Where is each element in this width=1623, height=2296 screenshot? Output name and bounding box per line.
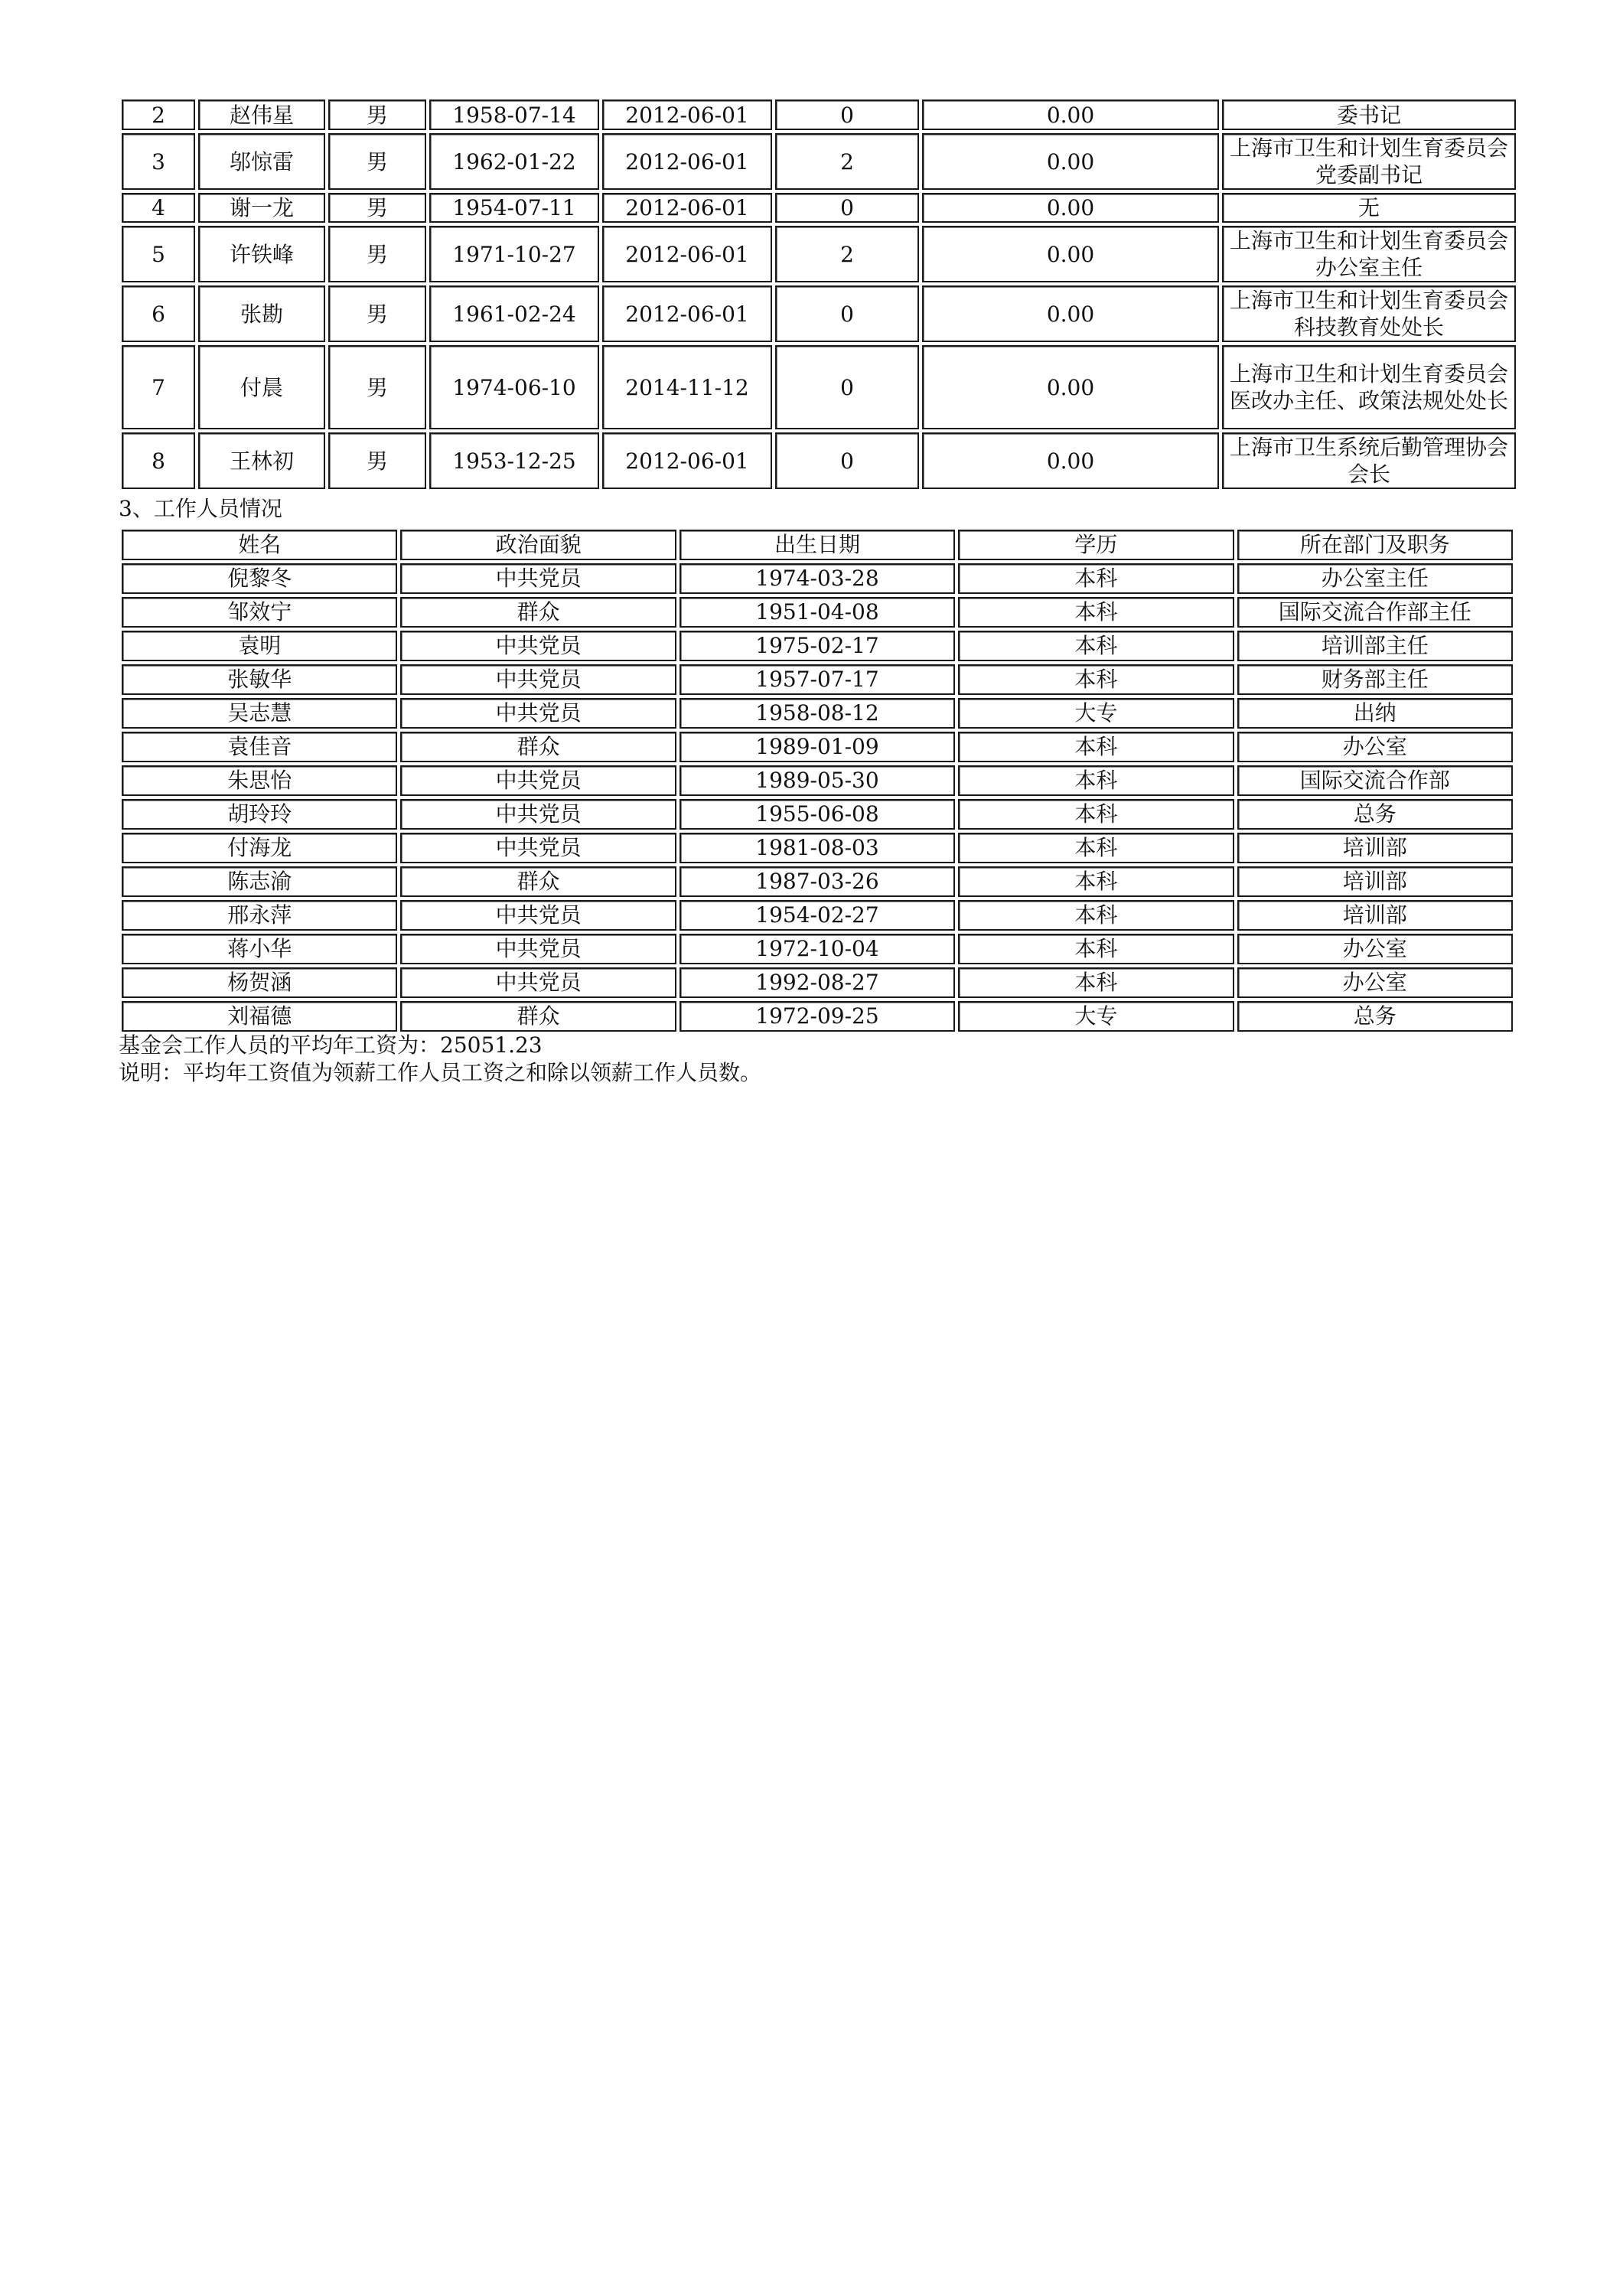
member-amount: 0.00: [922, 226, 1219, 282]
table-row: [122, 193, 1516, 223]
staff-politics: 群众: [400, 866, 676, 897]
staff-department: 办公室主任: [1237, 563, 1513, 594]
staff-department: 培训部: [1237, 866, 1513, 897]
staff-name: 邢永萍: [122, 900, 397, 931]
member-count: 0: [775, 432, 919, 489]
table-row: [122, 799, 1513, 830]
table-row: [122, 597, 1513, 628]
staff-politics: 中共党员: [400, 833, 676, 863]
staff-name: 袁明: [122, 631, 397, 661]
table-row: [122, 345, 1516, 429]
staff-birth-date: 1989-05-30: [680, 765, 955, 796]
member-name: 赵伟星: [198, 99, 325, 130]
row-number: 8: [122, 432, 195, 489]
member-position: 无: [1222, 193, 1516, 223]
member-gender: 男: [328, 432, 426, 489]
member-gender: 男: [328, 285, 426, 342]
staff-name: 付海龙: [122, 833, 397, 863]
staff-department: 总务: [1237, 1001, 1513, 1032]
staff-birth-date: 1972-10-04: [680, 934, 955, 964]
staff-politics: 群众: [400, 732, 676, 762]
member-amount: 0.00: [922, 133, 1219, 190]
staff-politics: 中共党员: [400, 799, 676, 830]
staff-department: 培训部: [1237, 900, 1513, 931]
member-count: 0: [775, 193, 919, 223]
staff-politics: 中共党员: [400, 900, 676, 931]
staff-department: 国际交流合作部主任: [1237, 597, 1513, 628]
member-gender: 男: [328, 226, 426, 282]
table-row: [122, 99, 1516, 130]
member-name: 邬惊雷: [198, 133, 325, 190]
staff-education: 本科: [958, 900, 1234, 931]
staff-politics: 中共党员: [400, 934, 676, 964]
staff-education: 本科: [958, 732, 1234, 762]
member-start-date: 2012-06-01: [602, 133, 772, 190]
member-gender: 男: [328, 193, 426, 223]
staff-birth-date: 1981-08-03: [680, 833, 955, 863]
header-birth-date: 出生日期: [680, 530, 955, 560]
member-name: 许铁峰: [198, 226, 325, 282]
table-row: [122, 967, 1513, 998]
row-number: 3: [122, 133, 195, 190]
staff-name: 袁佳音: [122, 732, 397, 762]
member-name: 谢一龙: [198, 193, 325, 223]
member-birth-date: 1961-02-24: [429, 285, 599, 342]
staff-education: 本科: [958, 967, 1234, 998]
staff-birth-date: 1987-03-26: [680, 866, 955, 897]
table-row: [122, 833, 1513, 863]
member-amount: 0.00: [922, 285, 1219, 342]
staff-politics: 群众: [400, 597, 676, 628]
member-count: 0: [775, 345, 919, 429]
member-start-date: 2012-06-01: [602, 226, 772, 282]
row-number: 4: [122, 193, 195, 223]
staff-name: 胡玲玲: [122, 799, 397, 830]
staff-politics: 中共党员: [400, 765, 676, 796]
staff-politics: 中共党员: [400, 698, 676, 729]
staff-education: 本科: [958, 934, 1234, 964]
table-row: [122, 698, 1513, 729]
staff-education: 本科: [958, 631, 1234, 661]
staff-education: 大专: [958, 698, 1234, 729]
board-members-table: [119, 96, 1519, 492]
section-title: 3、工作人员情况: [119, 496, 282, 521]
header-education: 学历: [958, 530, 1234, 560]
staff-birth-date: 1972-09-25: [680, 1001, 955, 1032]
staff-department: 国际交流合作部: [1237, 765, 1513, 796]
staff-birth-date: 1992-08-27: [680, 967, 955, 998]
table-row: [122, 563, 1513, 594]
table-row: [122, 765, 1513, 796]
staff-name: 刘福德: [122, 1001, 397, 1032]
member-name: 王林初: [198, 432, 325, 489]
member-amount: 0.00: [922, 432, 1219, 489]
staff-table: [119, 527, 1516, 1035]
staff-department: 办公室: [1237, 732, 1513, 762]
staff-department: 出纳: [1237, 698, 1513, 729]
staff-name: 蒋小华: [122, 934, 397, 964]
member-birth-date: 1962-01-22: [429, 133, 599, 190]
staff-education: 本科: [958, 597, 1234, 628]
staff-birth-date: 1975-02-17: [680, 631, 955, 661]
average-wage-text: 基金会工作人员的平均年工资为：25051.23: [119, 1032, 543, 1058]
staff-name: 杨贺涵: [122, 967, 397, 998]
table-row: [122, 732, 1513, 762]
member-count: 0: [775, 285, 919, 342]
staff-birth-date: 1989-01-09: [680, 732, 955, 762]
staff-politics: 中共党员: [400, 631, 676, 661]
table-row: [122, 664, 1513, 695]
header-name: 姓名: [122, 530, 397, 560]
table-row: [122, 900, 1513, 931]
staff-department: 培训部主任: [1237, 631, 1513, 661]
staff-name: 张敏华: [122, 664, 397, 695]
staff-name: 朱思怡: [122, 765, 397, 796]
row-number: 7: [122, 345, 195, 429]
member-start-date: 2012-06-01: [602, 193, 772, 223]
member-position: 上海市卫生和计划生育委员会党委副书记: [1222, 133, 1516, 190]
member-count: 2: [775, 133, 919, 190]
staff-education: 本科: [958, 563, 1234, 594]
table-row: [122, 285, 1516, 342]
row-number: 5: [122, 226, 195, 282]
row-number: 6: [122, 285, 195, 342]
table-row: [122, 934, 1513, 964]
staff-education: 本科: [958, 833, 1234, 863]
member-count: 2: [775, 226, 919, 282]
member-birth-date: 1971-10-27: [429, 226, 599, 282]
staff-name: 倪黎冬: [122, 563, 397, 594]
table-row: [122, 432, 1516, 489]
member-birth-date: 1953-12-25: [429, 432, 599, 489]
staff-education: 本科: [958, 664, 1234, 695]
table-row: [122, 226, 1516, 282]
table-header-row: [122, 530, 1513, 560]
staff-education: 本科: [958, 765, 1234, 796]
table-row: [122, 133, 1516, 190]
staff-department: 办公室: [1237, 934, 1513, 964]
member-birth-date: 1974-06-10: [429, 345, 599, 429]
member-start-date: 2014-11-12: [602, 345, 772, 429]
explanation-text: 说明：平均年工资值为领薪工作人员工资之和除以领薪工作人员数。: [119, 1060, 762, 1085]
staff-politics: 中共党员: [400, 664, 676, 695]
staff-birth-date: 1974-03-28: [680, 563, 955, 594]
staff-education: 本科: [958, 866, 1234, 897]
member-start-date: 2012-06-01: [602, 285, 772, 342]
row-number: 2: [122, 99, 195, 130]
header-politics: 政治面貌: [400, 530, 676, 560]
staff-politics: 群众: [400, 1001, 676, 1032]
member-gender: 男: [328, 133, 426, 190]
staff-birth-date: 1955-06-08: [680, 799, 955, 830]
staff-politics: 中共党员: [400, 967, 676, 998]
member-name: 付晨: [198, 345, 325, 429]
member-start-date: 2012-06-01: [602, 99, 772, 130]
member-start-date: 2012-06-01: [602, 432, 772, 489]
member-position: 委书记: [1222, 99, 1516, 130]
member-name: 张勘: [198, 285, 325, 342]
staff-birth-date: 1957-07-17: [680, 664, 955, 695]
staff-birth-date: 1951-04-08: [680, 597, 955, 628]
staff-education: 大专: [958, 1001, 1234, 1032]
member-position: 上海市卫生和计划生育委员会医改办主任、政策法规处处长: [1222, 345, 1516, 429]
member-birth-date: 1958-07-14: [429, 99, 599, 130]
member-gender: 男: [328, 99, 426, 130]
member-amount: 0.00: [922, 345, 1219, 429]
staff-politics: 中共党员: [400, 563, 676, 594]
member-amount: 0.00: [922, 193, 1219, 223]
staff-birth-date: 1954-02-27: [680, 900, 955, 931]
header-department: 所在部门及职务: [1237, 530, 1513, 560]
member-gender: 男: [328, 345, 426, 429]
staff-name: 邹效宁: [122, 597, 397, 628]
staff-department: 培训部: [1237, 833, 1513, 863]
staff-department: 总务: [1237, 799, 1513, 830]
staff-department: 财务部主任: [1237, 664, 1513, 695]
staff-birth-date: 1958-08-12: [680, 698, 955, 729]
table-row: [122, 631, 1513, 661]
staff-department: 办公室: [1237, 967, 1513, 998]
member-count: 0: [775, 99, 919, 130]
member-position: 上海市卫生和计划生育委员会办公室主任: [1222, 226, 1516, 282]
member-position: 上海市卫生系统后勤管理协会会长: [1222, 432, 1516, 489]
staff-name: 吴志慧: [122, 698, 397, 729]
table-row: [122, 866, 1513, 897]
member-birth-date: 1954-07-11: [429, 193, 599, 223]
staff-education: 本科: [958, 799, 1234, 830]
member-amount: 0.00: [922, 99, 1219, 130]
table-row: [122, 1001, 1513, 1032]
staff-name: 陈志渝: [122, 866, 397, 897]
member-position: 上海市卫生和计划生育委员会科技教育处处长: [1222, 285, 1516, 342]
